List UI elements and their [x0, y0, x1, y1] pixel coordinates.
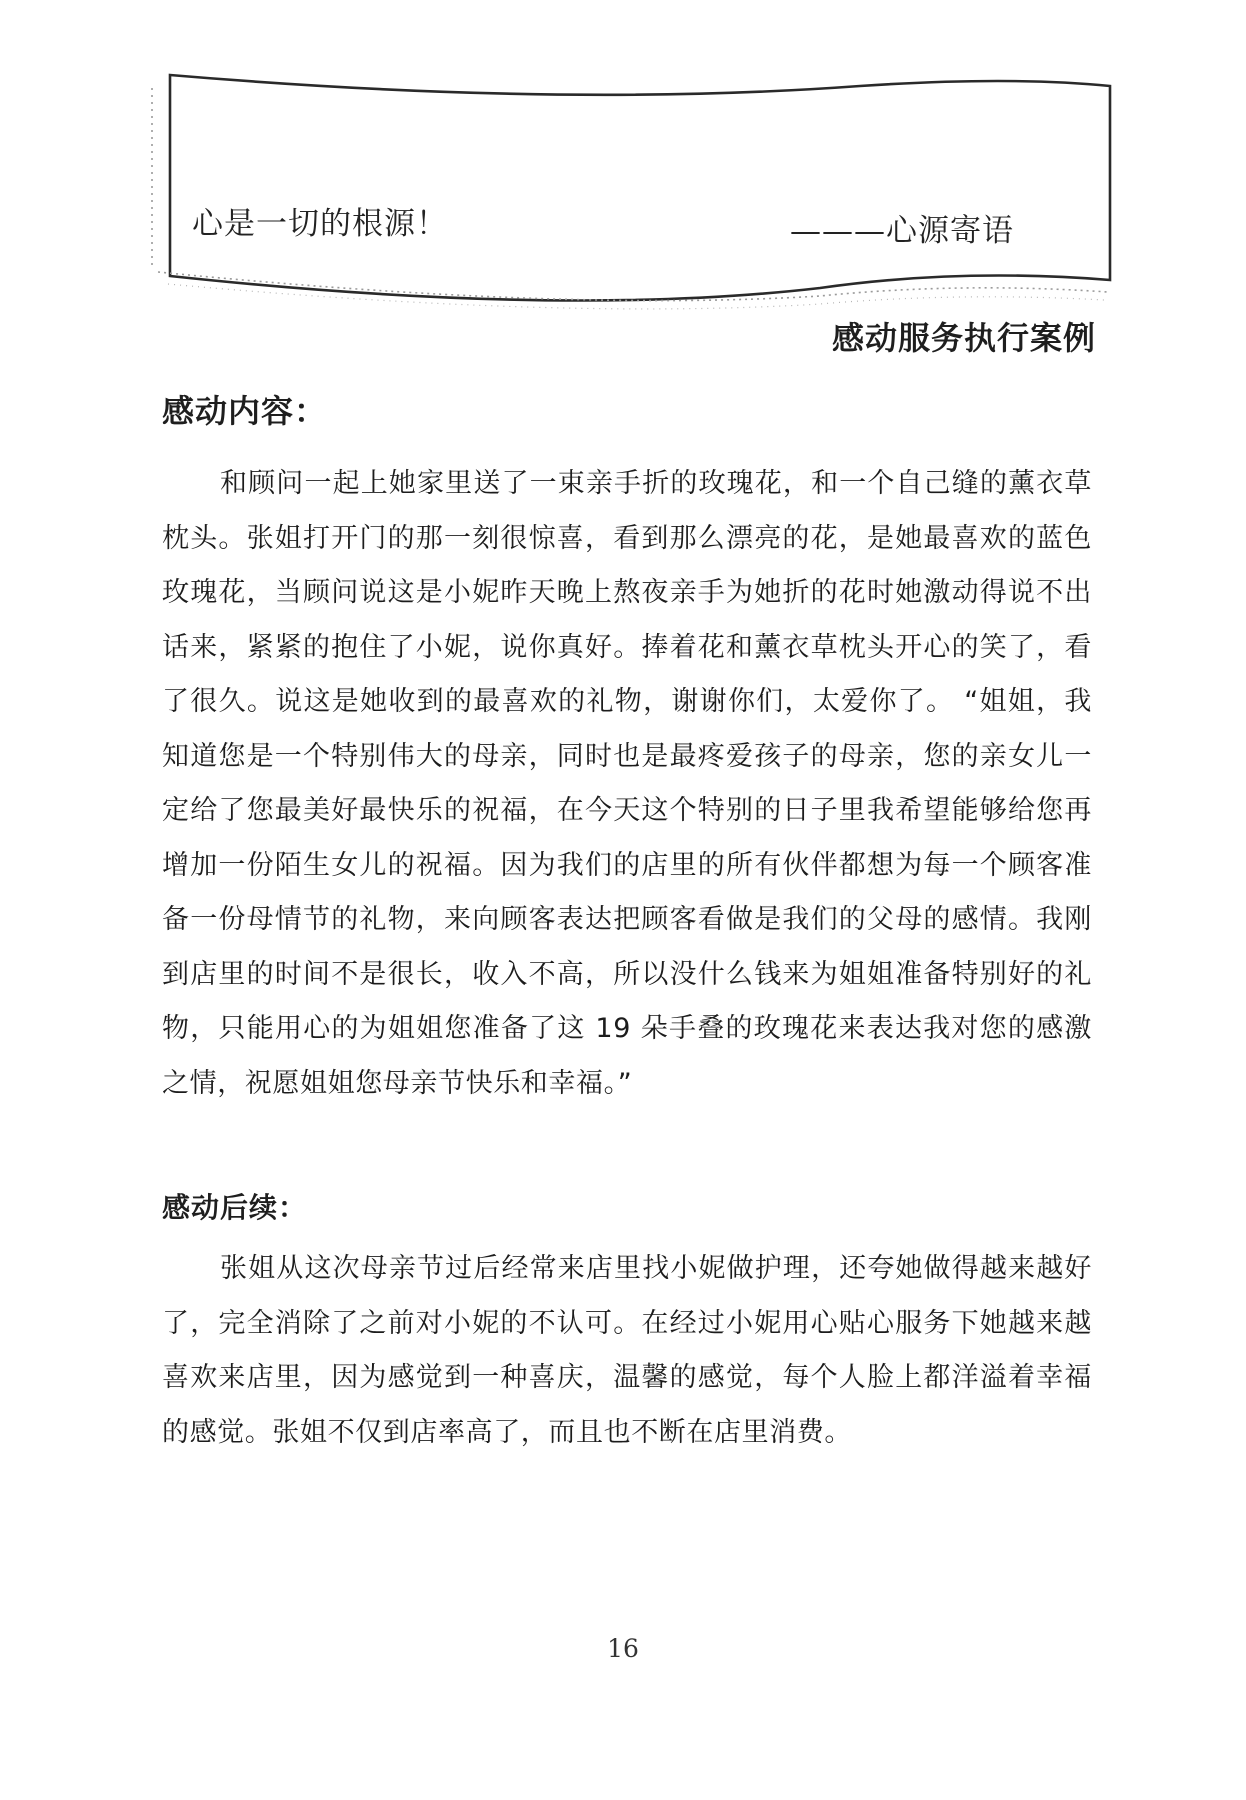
- page-number: 16: [607, 1634, 639, 1663]
- content-heading: 感动内容：: [162, 392, 328, 430]
- wavy-scroll-banner: [0, 0, 1246, 330]
- motto-text: 心是一切的根源！: [192, 206, 448, 242]
- followup-paragraph: 张姐从这次母亲节过后经常来店里找小妮做护理，还夸她做得越来越好了，完全消除了之前对小妮的不认可。在经过小妮用心贴心服务下她越来越喜欢来店里，因为感觉到一种喜庆，温馨的感觉，每个人脸上都洋溢着幸福的感觉。张姐不仅到店率高了，而且也不断在店里消费。: [162, 1253, 1092, 1448]
- content-paragraph: 和顾问一起上她家里送了一束亲手折的玫瑰花，和一个自己缝的薰衣草枕头。张姐打开门的那一刻很惊喜，看到那么漂亮的花，是她最喜欢的蓝色玫瑰花，当顾问说这是小妮昨天晚上熬夜亲手为她折的花时她激动得说不出话来，紧紧的抱住了小妮，说你真好。捧着花和薰衣草枕头开心的笑了，看了很久。说这是她收到的最喜欢的礼物，谢谢你们，太爱你了。 “姐姐，我知道您是一个特别伟大的母亲，同时也是最疼爱孩子的母亲，您的亲女儿一定给了您最美好最快乐的祝福，在今天这个特别的日子里我希望能够给您再增加一份陌生女儿的祝福。因为我们的店里的所有伙伴都想为每一个顾客准备一份母情节的礼物，来向顾客表达把顾客看做是我们的父母的感情。我刚到店里的时间不是很长，收入不高，所以没什么钱来为姐姐准备特别好的礼物，只能用心的为姐姐您准备了这 19 朵手叠的玫瑰花来表达我对您的感激之情，祝愿姐姐您母亲节快乐和幸福。”: [162, 468, 1092, 1099]
- followup-heading: 感动后续：: [162, 1191, 308, 1224]
- section-tag: 感动服务执行案例: [831, 319, 1096, 357]
- motto-source: ———心源寄语: [790, 213, 1014, 249]
- scroll-frame: [170, 75, 1110, 301]
